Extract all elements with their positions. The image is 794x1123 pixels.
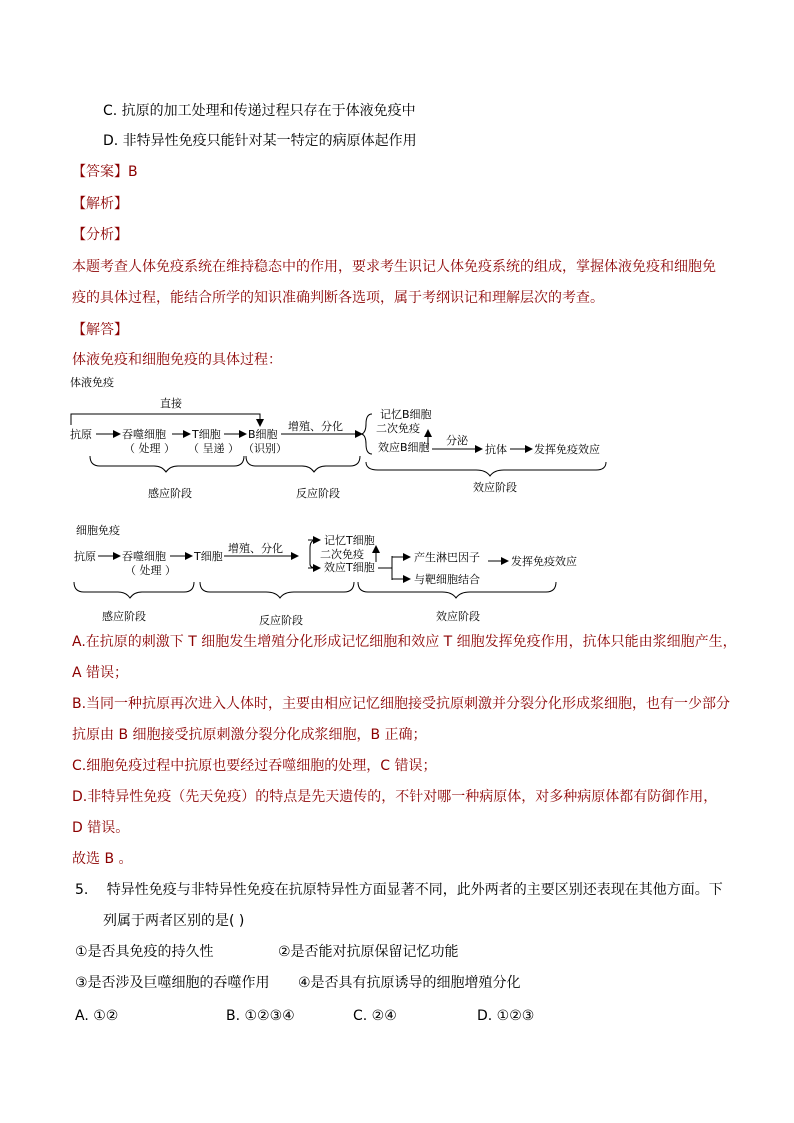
h-second: 二次免疫 [376, 422, 420, 435]
c-process: （ 处理 ） [125, 564, 176, 577]
h-stage3: 效应阶段 [473, 481, 517, 494]
q5-option-d: D. ①②③ [477, 1008, 535, 1024]
q5-item-2: ②是否能对抗原保留记忆功能 [278, 944, 459, 960]
h-memory: 记忆B细胞 [380, 408, 432, 421]
c-target: 与靶细胞结合 [414, 573, 480, 586]
jiexi-tag: 【解析】 [72, 196, 128, 212]
direct-label: 直接 [160, 397, 182, 410]
c-effector: 效应T细胞 [324, 561, 375, 574]
h-stage1: 感应阶段 [148, 487, 192, 500]
analysis-line-2: 疫的具体过程，能结合所学的知识准确判断各选项，属于考纲识记和理解层次的考查。 [72, 290, 604, 306]
jieda-tag: 【解答】 [72, 322, 128, 338]
h-effect: 发挥免疫效应 [534, 443, 600, 456]
q5-stem-2: 列属于两者区别的是( ) [103, 913, 245, 929]
h-present: （ 呈递 ） [188, 442, 239, 455]
q5-option-c: C. ②④ [353, 1008, 397, 1024]
h-process: （ 处理 ） [124, 442, 175, 455]
q5-stem-1: 5. 特异性免疫与非特异性免疫在抗原特异性方面显著不同，此外两者的主要区别还表现在其他方面。下 [75, 882, 723, 898]
h-bcell: B细胞 [248, 428, 278, 441]
q5-item-4: ④是否具有抗原诱导的细胞增殖分化 [298, 975, 521, 991]
q5-item-3: ③是否涉及巨噬细胞的吞噬作用 [75, 975, 270, 991]
h-prolif: 增殖、分化 [288, 420, 343, 433]
option-c: C. 抗原的加工处理和传递过程只存在于体液免疫中 [103, 103, 416, 119]
c-tcell: T细胞 [194, 550, 223, 563]
explain-d-2: D 错误。 [72, 820, 130, 836]
cellular-title: 细胞免疫 [76, 524, 120, 537]
c-effect: 发挥免疫效应 [511, 555, 577, 568]
explain-c: C.细胞免疫过程中抗原也要经过吞噬细胞的处理，C 错误； [72, 758, 437, 774]
cellular-diagram [70, 520, 610, 632]
h-effector: 效应B细胞 [378, 441, 430, 454]
q5-item-1: ①是否具免疫的持久性 [75, 944, 214, 960]
h-tcell: T细胞 [192, 428, 221, 441]
analysis-line-1: 本题考查人体免疫系统在维持稳态中的作用，要求考生识记人体免疫系统的组成，掌握体液免疫和细胞免 [72, 259, 716, 275]
option-d: D. 非特异性免疫只能针对某一特定的病原体起作用 [103, 133, 417, 149]
h-antigen: 抗原 [70, 428, 92, 441]
q5-option-a: A. ①② [75, 1008, 119, 1024]
c-stage2: 反应阶段 [259, 614, 303, 627]
c-stage1: 感应阶段 [102, 610, 146, 623]
explain-b-1: B.当同一种抗原再次进入人体时，主要由相应记忆细胞接受抗原刺激并分裂分化形成浆细胞，也有一少部分 [72, 696, 731, 712]
answer-tag: 【答案】 [72, 164, 128, 180]
h-stage2: 反应阶段 [296, 487, 340, 500]
c-stage3: 效应阶段 [436, 610, 480, 623]
answer-value: B [128, 164, 138, 180]
h-secrete: 分泌 [446, 434, 468, 447]
q5-option-b: B. ①②③④ [226, 1008, 295, 1024]
conclusion: 故选 B 。 [72, 851, 133, 867]
humoral-diagram [66, 372, 626, 502]
explain-a-1: A.在抗原的刺激下 T 细胞发生增殖分化形成记忆细胞和效应 T 细胞发挥免疫作用，抗体只能由浆细胞产生， [72, 634, 737, 650]
explain-a-2: A 错误； [72, 665, 129, 681]
c-antigen: 抗原 [74, 550, 96, 563]
fenxi-tag: 【分析】 [72, 227, 128, 243]
intro-line: 体液免疫和细胞免疫的具体过程： [72, 352, 282, 368]
explain-b-2: 抗原由 B 细胞接受抗原刺激分裂分化成浆细胞，B 正确； [72, 727, 427, 743]
h-recognize: （识别） [243, 442, 287, 455]
c-phagocyte: 吞噬细胞 [122, 550, 166, 563]
humoral-title: 体液免疫 [70, 376, 114, 389]
h-antibody: 抗体 [485, 443, 507, 456]
answer-line [72, 162, 138, 182]
c-memory: 记忆T细胞 [324, 534, 375, 547]
c-second: 二次免疫 [320, 548, 364, 561]
c-prolif: 增殖、分化 [228, 542, 283, 555]
h-phagocyte: 吞噬细胞 [122, 428, 166, 441]
c-lymphokine: 产生淋巴因子 [414, 551, 480, 564]
explain-d-1: D.非特异性免疫（先天免疫）的特点是先天遗传的，不针对哪一种病原体，对多种病原体都有防御作用， [72, 789, 718, 805]
